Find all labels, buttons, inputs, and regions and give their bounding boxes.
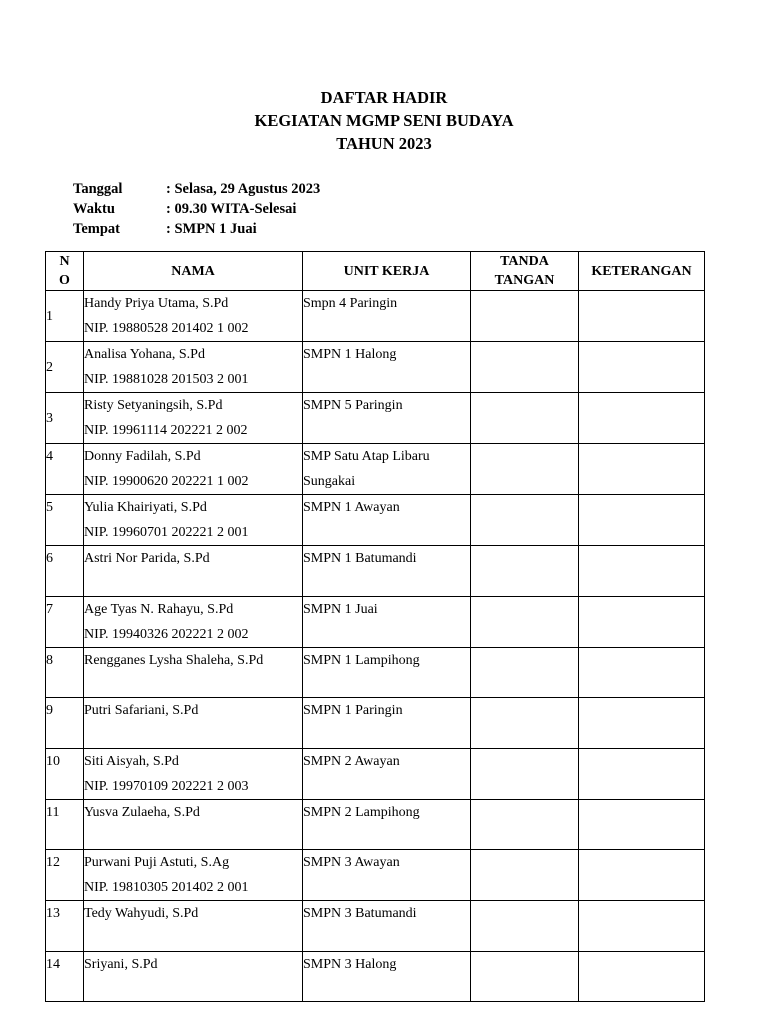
waktu-value: : 09.30 WITA-Selesai — [166, 201, 297, 217]
unit-line-1: SMP Satu Atap Libaru — [303, 449, 430, 464]
participant-name: Age Tyas N. Rahayu, S.Pd — [84, 601, 234, 617]
row-nama — [84, 495, 303, 546]
title-line-1: DAFTAR HADIR — [320, 88, 448, 107]
row-nama — [84, 596, 303, 647]
row-unit-kerja — [303, 647, 471, 698]
title-line-3: TAHUN 2023 — [336, 134, 432, 153]
row-tanda-tangan — [471, 444, 579, 495]
row-keterangan — [579, 495, 705, 546]
row-tanda-tangan — [471, 495, 579, 546]
unit-line-1: SMPN 1 Paringin — [303, 703, 403, 718]
row-keterangan — [579, 799, 705, 850]
row-tanda-tangan — [471, 596, 579, 647]
unit-line-1: SMPN 5 Paringin — [303, 398, 403, 413]
row-nama — [84, 698, 303, 749]
row-no: 13 — [46, 901, 84, 952]
row-tanda-tangan — [471, 342, 579, 393]
row-no: 4 — [46, 444, 84, 495]
attendance-table — [45, 251, 705, 1002]
table-row — [46, 291, 705, 342]
unit-line-1: SMPN 1 Batumandi — [303, 551, 417, 566]
row-no: 5 — [46, 495, 84, 546]
row-no: 9 — [46, 698, 84, 749]
table-row — [46, 850, 705, 901]
participant-name: Donny Fadilah, S.Pd — [84, 449, 201, 464]
row-tanda-tangan — [471, 698, 579, 749]
header-tanda-tangan: TANDA TANGAN — [471, 252, 579, 291]
row-keterangan — [579, 647, 705, 698]
participant-name: Yusva Zulaeha, S.Pd — [84, 804, 200, 820]
row-no: 8 — [46, 647, 84, 698]
row-nama — [84, 799, 303, 850]
row-no: 3 — [46, 393, 84, 444]
participant-nip: NIP. 19881028 201503 2 001 — [84, 372, 249, 387]
row-nama — [84, 444, 303, 495]
row-no: 6 — [46, 546, 84, 597]
unit-line-1: SMPN 1 Juai — [303, 601, 378, 617]
row-unit-kerja — [303, 951, 471, 1002]
tempat-value: : SMPN 1 Juai — [166, 221, 257, 237]
tanggal-value: : Selasa, 29 Agustus 2023 — [166, 181, 321, 197]
participant-nip: NIP. 19900620 202221 1 002 — [84, 474, 249, 489]
participant-name: Handy Priya Utama, S.Pd — [84, 296, 229, 311]
participant-name: Sriyani, S.Pd — [84, 956, 158, 972]
row-tanda-tangan — [471, 546, 579, 597]
row-nama — [84, 342, 303, 393]
table-row — [46, 951, 705, 1002]
title-line-2: KEGIATAN MGMP SENI BUDAYA — [254, 111, 514, 130]
participant-name: Yulia Khairiyati, S.Pd — [84, 500, 207, 515]
row-keterangan — [579, 698, 705, 749]
row-nama — [84, 647, 303, 698]
row-keterangan — [579, 596, 705, 647]
info-row-waktu — [73, 199, 320, 219]
row-unit-kerja — [303, 748, 471, 799]
waktu-label: Waktu — [73, 201, 115, 217]
table-row — [46, 596, 705, 647]
table-header-row — [46, 252, 705, 291]
header-unit-kerja: UNIT KERJA — [303, 252, 471, 291]
participant-name: Tedy Wahyudi, S.Pd — [84, 906, 199, 921]
row-unit-kerja — [303, 850, 471, 901]
row-tanda-tangan — [471, 951, 579, 1002]
row-nama — [84, 951, 303, 1002]
row-keterangan — [579, 901, 705, 952]
row-unit-kerja — [303, 698, 471, 749]
header-keterangan: KETERANGAN — [579, 252, 705, 291]
row-unit-kerja — [303, 342, 471, 393]
table-row — [46, 799, 705, 850]
unit-line-1: SMPN 1 Lampihong — [303, 652, 420, 668]
table-row — [46, 901, 705, 952]
row-nama — [84, 748, 303, 799]
row-unit-kerja — [303, 901, 471, 952]
unit-line-1: SMPN 2 Awayan — [303, 753, 400, 769]
event-info — [73, 179, 320, 239]
participant-name: Putri Safariani, S.Pd — [84, 703, 199, 718]
unit-line-1: SMPN 2 Lampihong — [303, 804, 420, 820]
document-title — [0, 86, 768, 155]
row-tanda-tangan — [471, 799, 579, 850]
row-nama — [84, 901, 303, 952]
row-keterangan — [579, 546, 705, 597]
header-no: N O — [46, 252, 84, 291]
participant-nip: NIP. 19940326 202221 2 002 — [84, 626, 249, 642]
row-keterangan — [579, 444, 705, 495]
row-nama — [84, 546, 303, 597]
participant-name: Siti Aisyah, S.Pd — [84, 753, 179, 769]
row-no: 7 — [46, 596, 84, 647]
participant-nip: NIP. 19961114 202221 2 002 — [84, 423, 248, 438]
row-no: 10 — [46, 748, 84, 799]
row-tanda-tangan — [471, 748, 579, 799]
row-unit-kerja — [303, 444, 471, 495]
participant-name: Rengganes Lysha Shaleha, S.Pd — [84, 652, 264, 668]
row-no: 2 — [46, 342, 84, 393]
unit-line-1: SMPN 3 Awayan — [303, 855, 400, 870]
row-unit-kerja — [303, 291, 471, 342]
participant-name: Astri Nor Parida, S.Pd — [84, 551, 210, 566]
row-nama — [84, 850, 303, 901]
info-row-tempat — [73, 219, 320, 239]
table-row — [46, 748, 705, 799]
participant-nip: NIP. 19970109 202221 2 003 — [84, 778, 249, 794]
participant-nip: NIP. 19960701 202221 2 001 — [84, 525, 249, 540]
row-unit-kerja — [303, 495, 471, 546]
table-row — [46, 546, 705, 597]
participant-name: Analisa Yohana, S.Pd — [84, 347, 205, 362]
row-nama — [84, 291, 303, 342]
tempat-label: Tempat — [73, 221, 120, 237]
table-row — [46, 495, 705, 546]
info-row-tanggal — [73, 179, 320, 199]
row-nama — [84, 393, 303, 444]
row-no: 12 — [46, 850, 84, 901]
row-keterangan — [579, 291, 705, 342]
unit-line-1: SMPN 1 Awayan — [303, 500, 400, 515]
row-tanda-tangan — [471, 901, 579, 952]
row-tanda-tangan — [471, 647, 579, 698]
table-row — [46, 342, 705, 393]
unit-line-1: SMPN 1 Halong — [303, 347, 397, 362]
row-unit-kerja — [303, 546, 471, 597]
unit-line-1: Smpn 4 Paringin — [303, 296, 398, 311]
unit-line-2: Sungakai — [303, 474, 356, 489]
row-keterangan — [579, 748, 705, 799]
table-row — [46, 647, 705, 698]
unit-line-1: SMPN 3 Batumandi — [303, 906, 417, 921]
table-row — [46, 444, 705, 495]
participant-name: Risty Setyaningsih, S.Pd — [84, 398, 223, 413]
header-nama: NAMA — [84, 252, 303, 291]
participant-name: Purwani Puji Astuti, S.Ag — [84, 855, 230, 870]
participant-nip: NIP. 19880528 201402 1 002 — [84, 321, 249, 336]
row-unit-kerja — [303, 799, 471, 850]
row-keterangan — [579, 342, 705, 393]
row-no: 1 — [46, 291, 84, 342]
table-row — [46, 393, 705, 444]
row-keterangan — [579, 393, 705, 444]
row-no: 14 — [46, 951, 84, 1002]
unit-line-1: SMPN 3 Halong — [303, 956, 397, 972]
row-tanda-tangan — [471, 291, 579, 342]
row-unit-kerja — [303, 393, 471, 444]
tanggal-label: Tanggal — [73, 181, 123, 197]
row-keterangan — [579, 850, 705, 901]
participant-nip: NIP. 19810305 201402 2 001 — [84, 880, 249, 895]
row-no: 11 — [46, 799, 84, 850]
row-unit-kerja — [303, 596, 471, 647]
row-tanda-tangan — [471, 393, 579, 444]
table-row — [46, 698, 705, 749]
row-tanda-tangan — [471, 850, 579, 901]
row-keterangan — [579, 951, 705, 1002]
